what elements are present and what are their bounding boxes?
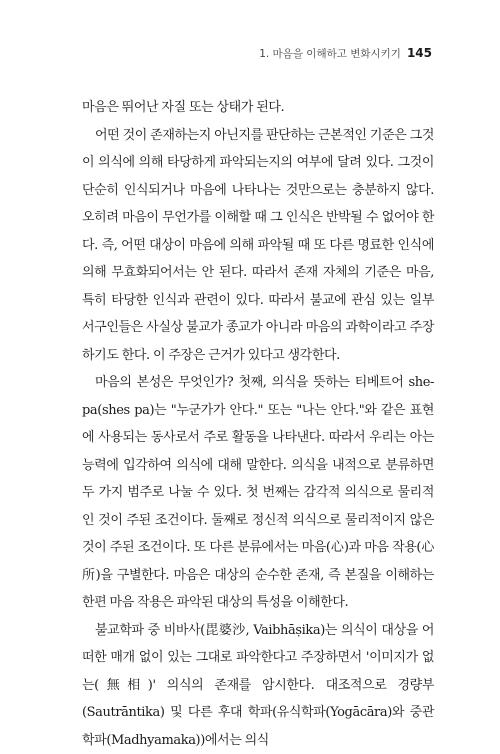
- page-number: 145: [407, 46, 432, 60]
- paragraph: 마음은 뛰어난 자질 또는 상태가 된다.: [82, 94, 434, 122]
- paragraph: 마음의 본성은 무엇인가? 첫째, 의식을 뜻하는 티베트어 she-pa(shes pa)는 "누군가가 안다." 또는 "나는 안다."와 같은 표현에 사용되는 동사로서 주로 활동을 나타낸다. 따라서 우리는 아는 능력에 입각하여 의식에 대해 말한다. 의식을 내적으로 분류하면 두 가지 범주로 나눌 수 있다. 첫 번째는 감각적 의식으로 물리적인 것이 주된 조건이다. 둘째로 정신적 의식으로 물리적이지 않은 것이 주된 조건이다. 또 다른 분류에서는 마음(心)과 마음 작용(心所)을 구별한다. 마음은 대상의 순수한 존재, 즉 본질을 이해하는 한편 마음 작용은 파악된 대상의 특성을 이해한다.: [82, 369, 434, 617]
- running-header: [259, 46, 432, 61]
- paragraph: 불교학파 중 비바사(毘婆沙, Vaibhāṣika)는 의식이 대상을 어떠한 매개 없이 있는 그대로 파악한다고 주장하면서 '이미지가 없는(無相)' 의식의 존재를 암시한다. 대조적으로 경량부(Sautrāntika) 및 다른 후대 학파(유식학파(Yogācāra)와 중관학파(Madhyamaka))에서는 의식: [82, 617, 434, 754]
- chapter-title: 1. 마음을 이해하고 변화시키기: [259, 46, 401, 61]
- body-text: [82, 94, 434, 754]
- paragraph: 어떤 것이 존재하는지 아닌지를 판단하는 근본적인 기준은 그것이 의식에 의해 타당하게 파악되는지의 여부에 달려 있다. 그것이 단순히 인식되거나 마음에 나타나는 것만으로는 충분하지 않다. 오히려 마음이 무언가를 이해할 때 그 인식은 반박될 수 없어야 한다. 즉, 어떤 대상이 마음에 의해 파악될 때 또 다른 명료한 인식에 의해 무효화되어서는 안 된다. 따라서 존재 자체의 기준은 마음, 특히 타당한 인식과 관련이 있다. 따라서 불교에 관심 있는 일부 서구인들은 사실상 불교가 종교가 아니라 마음의 과학이라고 주장하기도 한다. 이 주장은 근거가 있다고 생각한다.: [82, 122, 434, 370]
